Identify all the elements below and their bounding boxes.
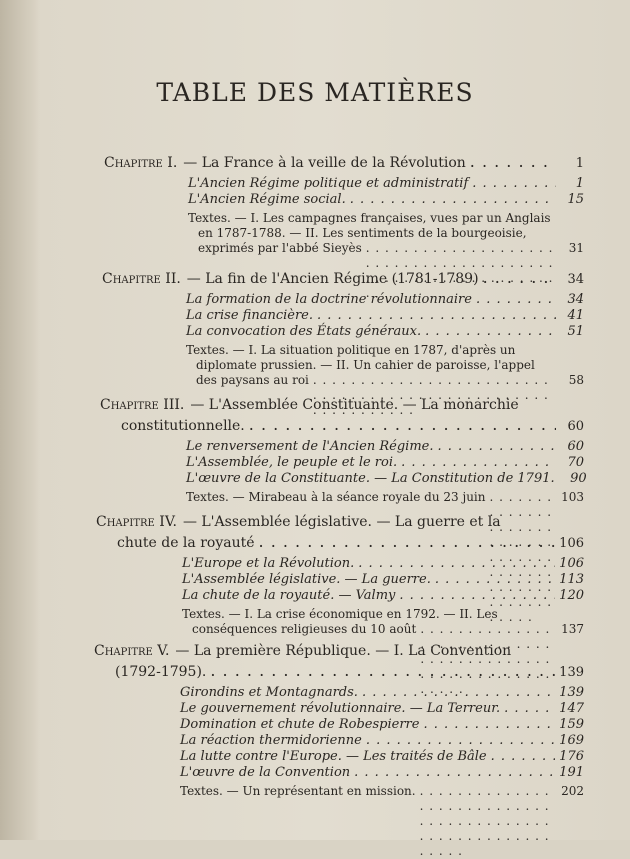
- page-number: 106: [559, 556, 584, 571]
- section-entry: [182, 556, 584, 572]
- leader-dots: [354, 765, 555, 781]
- chapter-label: Chapitre III.: [100, 397, 185, 413]
- leader-dots: [401, 455, 556, 471]
- section-entry: [180, 749, 584, 765]
- chapter-label: Chapitre I.: [104, 155, 178, 171]
- page-number: 51: [567, 324, 584, 339]
- section-entry: [188, 192, 584, 208]
- leader-dots: [210, 661, 555, 680]
- leader-dots: [476, 292, 556, 308]
- texts-line: Textes. — Mirabeau à la séance royale du 23 juin: [186, 490, 486, 504]
- section-title: L'Ancien Régime politique et administratif: [188, 176, 469, 191]
- chapter-label: Chapitre II.: [102, 271, 181, 287]
- section-title: La chute de la royauté. — Valmy: [182, 588, 396, 603]
- page-number: 1: [575, 156, 584, 171]
- leader-dots: [504, 701, 555, 717]
- section-title: L'Ancien Régime social.: [188, 192, 346, 207]
- chapter-title: — La première République. — I. La Convention: [175, 643, 512, 659]
- chapter-title-continued: chute de la royauté: [117, 535, 255, 551]
- section-title: Girondins et Montagnards.: [180, 685, 358, 700]
- chapter-entry: [94, 643, 584, 859]
- page-number: 137: [561, 622, 584, 636]
- texts-line: des paysans au roi: [196, 373, 309, 387]
- page-title: TABLE DES MATIÈRES: [156, 78, 474, 107]
- page-number: 139: [559, 665, 584, 680]
- leader-dots: [366, 733, 555, 749]
- section-entry: [186, 455, 584, 471]
- section-entry: [186, 471, 587, 487]
- page-number: 31: [568, 241, 584, 255]
- leader-dots: [249, 415, 556, 434]
- page-number: 113: [559, 572, 584, 587]
- section-entry: [186, 308, 584, 324]
- chapter-title: — L'Assemblée Constituante. — La monarchie: [190, 397, 519, 413]
- section-title: La convocation des États généraux.: [186, 324, 422, 339]
- chapter-entry: [102, 268, 584, 418]
- section-title: La crise financière.: [186, 308, 314, 323]
- page-number: 34: [567, 272, 584, 287]
- section-entry: [180, 717, 584, 733]
- page-number: 58: [568, 373, 584, 387]
- chapter-label: Chapitre IV.: [96, 514, 177, 530]
- section-entry: [180, 701, 584, 717]
- section-title: Domination et chute de Robespierre: [180, 717, 420, 732]
- page-number: 15: [567, 192, 584, 207]
- section-entry: [182, 572, 584, 588]
- section-entry: [182, 588, 584, 604]
- page-number: 176: [559, 749, 584, 764]
- leader-dots: [425, 324, 556, 340]
- page-number: 120: [559, 588, 584, 603]
- leader-dots: [435, 572, 555, 588]
- leader-dots: [472, 176, 556, 192]
- section-title: Le renversement de l'Ancien Régime.: [186, 439, 434, 454]
- texts-line: Textes. — I. La crise économique en 1792. — II. Les: [182, 607, 498, 621]
- section-title: La formation de la doctrine révolutionnaire: [186, 292, 472, 307]
- page-number: 202: [561, 784, 584, 798]
- page-number: 34: [567, 292, 584, 307]
- section-title: L'œuvre de la Convention: [180, 765, 351, 780]
- leader-dots: [317, 308, 556, 324]
- section-title: La réaction thermidorienne: [180, 733, 362, 748]
- leader-dots: [399, 588, 555, 604]
- texts-line: Textes. — I. Les campagnes françaises, vues par un Anglais: [188, 211, 551, 225]
- section-entry: [180, 733, 584, 749]
- page-number: 41: [567, 308, 584, 323]
- section-entry: [186, 292, 584, 308]
- chapter-title: — La France à la veille de la Révolution: [183, 155, 466, 171]
- section-title: L'Assemblée, le peuple et le roi.: [186, 455, 398, 470]
- page-number: 147: [559, 701, 584, 716]
- texts-line: diplomate prussien. — II. Un cahier de paroisse, l'appel: [196, 358, 535, 372]
- leader-dots: [358, 556, 555, 572]
- texts-line: Textes. — Un représentant en mission.: [180, 784, 416, 798]
- texts-line: exprimés par l'abbé Sieyès: [198, 241, 362, 255]
- chapter-title-continued: constitutionnelle.: [121, 418, 245, 434]
- texts-line: conséquences religieuses du 10 août: [192, 622, 417, 636]
- section-title: L'Assemblée législative. — La guerre.: [182, 572, 431, 587]
- section-title: La lutte contre l'Europe. — Les traités de Bâle: [180, 749, 487, 764]
- leader-dots: [259, 532, 556, 551]
- leader-dots: [438, 439, 557, 455]
- page-number: 191: [559, 765, 584, 780]
- leader-dots: [423, 717, 555, 733]
- page-number: 60: [567, 439, 584, 454]
- section-entry: [180, 685, 584, 701]
- texts-line: en 1787-1788. — II. Les sentiments de la bourgeoisie,: [198, 226, 527, 240]
- section-title: Le gouvernement révolutionnaire. — La Terreur.: [180, 701, 501, 716]
- leader-dots: [420, 784, 556, 859]
- chapter-label: Chapitre V.: [94, 643, 170, 659]
- section-entry: [186, 439, 584, 455]
- leader-dots: [362, 685, 555, 701]
- chapter-title-continued: (1792-1795).: [115, 664, 207, 680]
- page-number: 159: [559, 717, 584, 732]
- page-number: 169: [559, 733, 584, 748]
- leader-dots: [350, 192, 556, 208]
- page-number: 70: [567, 455, 584, 470]
- section-title: L'œuvre de la Constituante. — La Constitution de 1791.: [186, 471, 555, 486]
- leader-dots: [483, 268, 556, 287]
- page-number: 60: [567, 419, 584, 434]
- page-number: 139: [559, 685, 584, 700]
- texts-line: Textes. — I. La situation politique en 1787, d'après un: [186, 343, 516, 357]
- page-number: 106: [559, 536, 584, 551]
- section-entry: [186, 324, 584, 340]
- leader-dots: [491, 749, 556, 765]
- chapter-title: — L'Assemblée législative. — La guerre et la: [182, 514, 501, 530]
- page-number: 90: [570, 471, 587, 486]
- section-entry: [188, 176, 584, 192]
- section-entry: [180, 765, 584, 781]
- page-number: 1: [575, 176, 584, 191]
- leader-dots: [470, 152, 556, 171]
- chapter-title: — La fin de l'Ancien Régime (1781-1789): [186, 271, 479, 287]
- texts-entry: [180, 784, 584, 859]
- section-title: L'Europe et la Révolution.: [182, 556, 355, 571]
- page-number: 103: [561, 490, 584, 504]
